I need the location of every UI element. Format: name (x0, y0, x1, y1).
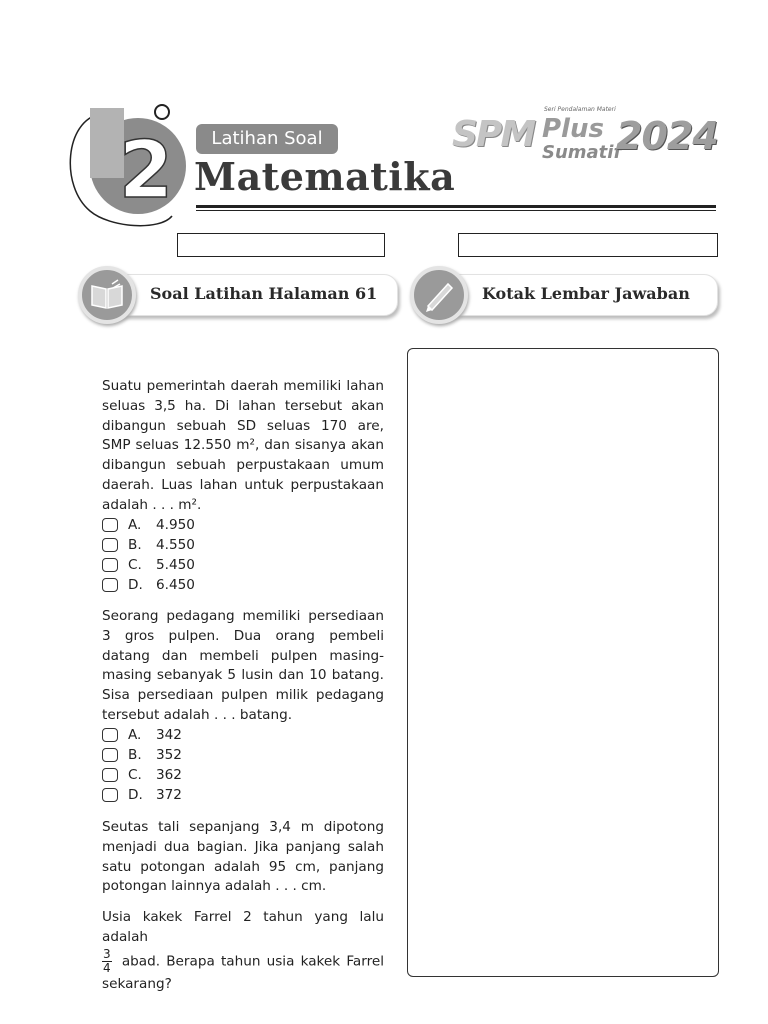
checkbox[interactable] (102, 768, 118, 782)
fraction: $\frac{3}{4}$ (103, 946, 111, 975)
title-rule-thin (196, 210, 716, 211)
checkbox[interactable] (102, 538, 118, 552)
section-banner-jawaban (410, 270, 718, 320)
question-3-text: Seutas tali sepanjang 3,4 m dipotong menjadi dua bagian. Jika panjang salah satu potongan adalah 95 cm, panjang potongan lainnya adalah . . . cm. (102, 819, 384, 895)
question-2-option-d[interactable]: D. 372 (102, 785, 182, 805)
class-field[interactable] (458, 233, 718, 257)
page-title: Matematika (194, 154, 456, 199)
checkbox[interactable] (102, 728, 118, 742)
question-4-text (102, 908, 384, 994)
logo-plus: Plus (542, 114, 604, 144)
question-4-text-after: abad. Berapa tahun usia kakek Farrel sekarang? (102, 953, 384, 992)
checkbox[interactable] (102, 748, 118, 762)
chapter-number: 2 (118, 126, 174, 216)
pencil-icon (414, 270, 464, 320)
question-4-text-before: Usia kakek Farrel 2 tahun yang lalu adalah (102, 909, 384, 945)
question-1-option-a[interactable]: A. 4.950 (102, 515, 195, 535)
question-2-option-c[interactable]: C. 362 (102, 765, 182, 785)
banner-label: Kotak Lembar Jawaban (482, 284, 690, 303)
name-field[interactable] (177, 233, 385, 257)
checkbox[interactable] (102, 578, 118, 592)
chapter-badge (60, 96, 200, 236)
logo-sumatif: Sumatif (542, 142, 622, 163)
question-1-text: Suatu pemerintah daerah memiliki lahan seluas 3,5 ha. Di lahan tersebut akan dibangun sebuah SD seluas 170 are, SMP seluas 12.550 m², dan sisanya akan dibangun sebuah perpustakaan umum daerah. Luas lahan untuk perpustakaan adalah . . . m². (102, 378, 384, 513)
logo-small-text: Seri Pendalaman Materi (544, 106, 616, 113)
question-2-option-a[interactable]: A. 342 (102, 725, 182, 745)
answer-box[interactable] (407, 348, 719, 977)
banner-circle (410, 266, 468, 324)
question-1-option-d[interactable]: D. 6.450 (102, 575, 195, 595)
question-2-option-b[interactable]: B. 352 (102, 745, 182, 765)
checkbox[interactable] (102, 518, 118, 532)
logo-spm: SPM (452, 114, 535, 155)
question-1-option-c[interactable]: C. 5.450 (102, 555, 195, 575)
section-banner-latihan (78, 270, 398, 320)
title-rule (196, 205, 716, 208)
checkbox[interactable] (102, 558, 118, 572)
logo-year: 2024 (616, 114, 718, 158)
question-2-text: Seorang pedagang memiliki persediaan 3 gros pulpen. Dua orang pembeli datang dan membeli pulpen masing-masing sebanyak 5 lusin dan 10 batang. Sisa persediaan pulpen milik pedagang tersebut adalah . . . batang. (102, 608, 384, 723)
subtitle-pill: Latihan Soal (196, 124, 338, 154)
banner-label: Soal Latihan Halaman 61 (150, 284, 378, 303)
book-icon (82, 270, 132, 320)
banner-circle (78, 266, 136, 324)
spm-plus-logo (448, 104, 720, 166)
question-1-option-b[interactable]: B. 4.550 (102, 535, 195, 555)
checkbox[interactable] (102, 788, 118, 802)
